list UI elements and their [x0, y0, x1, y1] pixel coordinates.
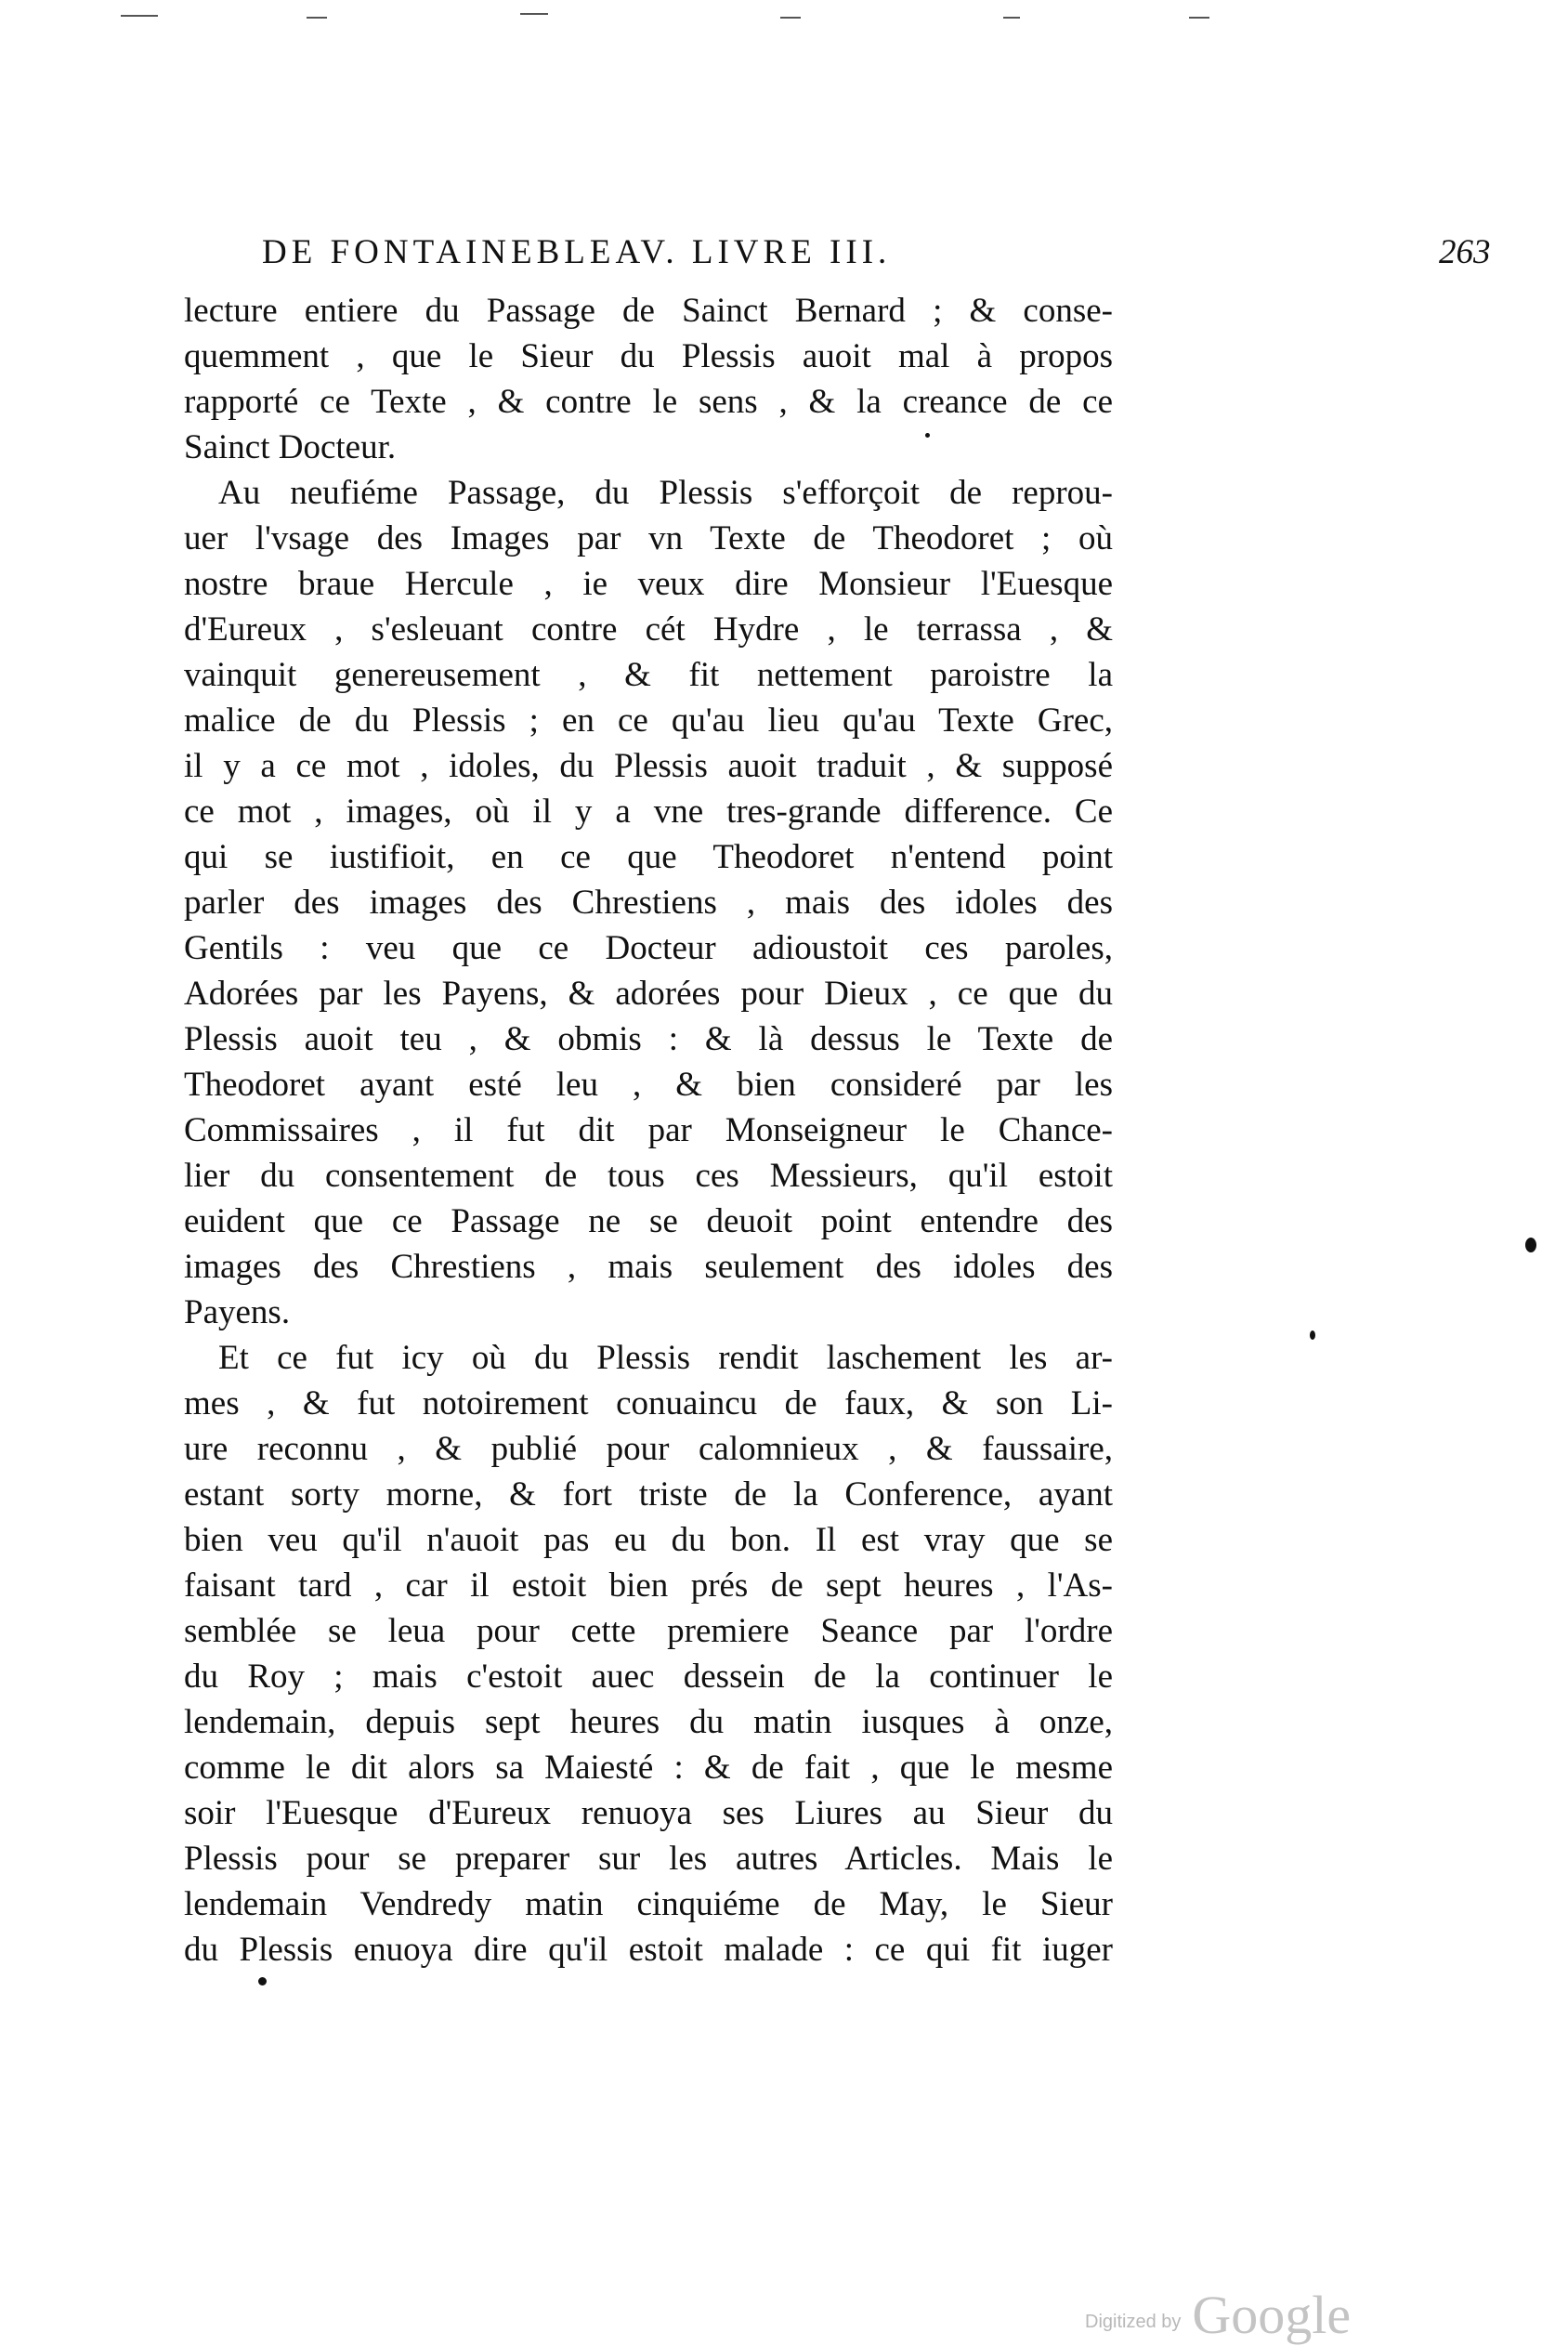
- text-line: soir l'Euesque d'Eureux renuoya ses Liures au Sieur du: [184, 1794, 1113, 1832]
- top-edge-mark: [307, 17, 327, 19]
- text-line: Au neufiéme Passage, du Plessis s'efforçoit de reprou-: [218, 474, 1113, 512]
- text-line: Plessis auoit teu , & obmis : & là dessus le Texte de: [184, 1020, 1113, 1058]
- text-line: quemment , que le Sieur du Plessis auoit mal à propos: [184, 337, 1113, 375]
- digitized-by-label: Digitized by: [1085, 2312, 1182, 2332]
- text-line: mes , & fut notoirement conuaincu de faux, & son Li-: [184, 1384, 1113, 1422]
- text-line: comme le dit alors sa Maiesté : & de fait , que le mesme: [184, 1749, 1113, 1787]
- text-line: ce mot , images, où il y a vne tres-grande difference. Ce: [184, 793, 1113, 831]
- text-line: uer l'vsage des Images par vn Texte de Theodoret ; où: [184, 519, 1113, 557]
- ink-speck: [925, 433, 930, 438]
- ink-speck: [1525, 1238, 1536, 1252]
- text-line: Commissaires , il fut dit par Monseigneur le Chance-: [184, 1111, 1113, 1149]
- google-logo: Google: [1192, 2285, 1352, 2345]
- text-line: lecture entiere du Passage de Sainct Bernard ; & conse-: [184, 292, 1113, 330]
- body-text: [184, 288, 1113, 1972]
- top-edge-mark: [1003, 17, 1020, 19]
- top-edge-mark: [780, 17, 801, 19]
- text-line: du Roy ; mais c'estoit auec dessein de la continuer le: [184, 1658, 1113, 1696]
- text-line: nostre braue Hercule , ie veux dire Monsieur l'Euesque: [184, 565, 1113, 603]
- text-line: lendemain Vendredy matin cinquiéme de May, le Sieur: [184, 1885, 1113, 1923]
- running-head: DE FONTAINEBLEAV. LIVRE III.: [262, 233, 892, 271]
- ink-speck: [1310, 1330, 1315, 1340]
- text-line: parler des images des Chrestiens , mais des idoles des: [184, 884, 1113, 922]
- text-line: Theodoret ayant esté leu , & bien consideré par les: [184, 1066, 1113, 1104]
- text-line: il y a ce mot , idoles, du Plessis auoit traduit , & supposé: [184, 747, 1113, 785]
- text-line: lier du consentement de tous ces Messieurs, qu'il estoit: [184, 1157, 1113, 1195]
- text-line: d'Eureux , s'esleuant contre cét Hydre , le terrassa , &: [184, 610, 1113, 649]
- text-line: du Plessis enuoya dire qu'il estoit malade : ce qui fit iuger: [184, 1931, 1113, 1969]
- text-line: estant sorty morne, & fort triste de la Conference, ayant: [184, 1475, 1113, 1514]
- text-line: Sainct Docteur.: [184, 428, 397, 466]
- text-line: lendemain, depuis sept heures du matin iusques à onze,: [184, 1703, 1113, 1741]
- text-line: Adorées par les Payens, & adorées pour Dieux , ce que du: [184, 975, 1113, 1013]
- text-line: euident que ce Passage ne se deuoit point entendre des: [184, 1202, 1113, 1240]
- top-edge-mark: [121, 15, 158, 17]
- text-line: bien veu qu'il n'auoit pas eu du bon. Il est vray que se: [184, 1521, 1113, 1559]
- text-line: faisant tard , car il estoit bien prés de sept heures , l'As-: [184, 1566, 1113, 1605]
- page-header: [262, 232, 1497, 288]
- text-line: images des Chrestiens , mais seulement des idoles des: [184, 1248, 1113, 1286]
- text-line: Et ce fut icy où du Plessis rendit laschement les ar-: [218, 1339, 1113, 1377]
- ink-speck: [258, 1977, 267, 1986]
- text-line: ure reconnu , & publié pour calomnieux , & faussaire,: [184, 1430, 1113, 1468]
- text-line: semblée se leua pour cette premiere Seance par l'ordre: [184, 1612, 1113, 1650]
- top-edge-mark: [520, 13, 548, 15]
- page-number: 263: [1439, 233, 1491, 271]
- text-line: Payens.: [184, 1293, 291, 1331]
- text-line: qui se iustifioit, en ce que Theodoret n'entend point: [184, 838, 1113, 876]
- digitization-watermark: [1085, 2284, 1351, 2346]
- text-line: Gentils : veu que ce Docteur adioustoit ces paroles,: [184, 929, 1113, 967]
- top-edge-mark: [1189, 17, 1209, 19]
- text-line: Plessis pour se preparer sur les autres Articles. Mais le: [184, 1840, 1113, 1878]
- text-line: malice de du Plessis ; en ce qu'au lieu qu'au Texte Grec,: [184, 701, 1113, 740]
- text-line: rapporté ce Texte , & contre le sens , & la creance de ce: [184, 383, 1113, 421]
- text-line: vainquit genereusement , & fit nettement paroistre la: [184, 656, 1113, 694]
